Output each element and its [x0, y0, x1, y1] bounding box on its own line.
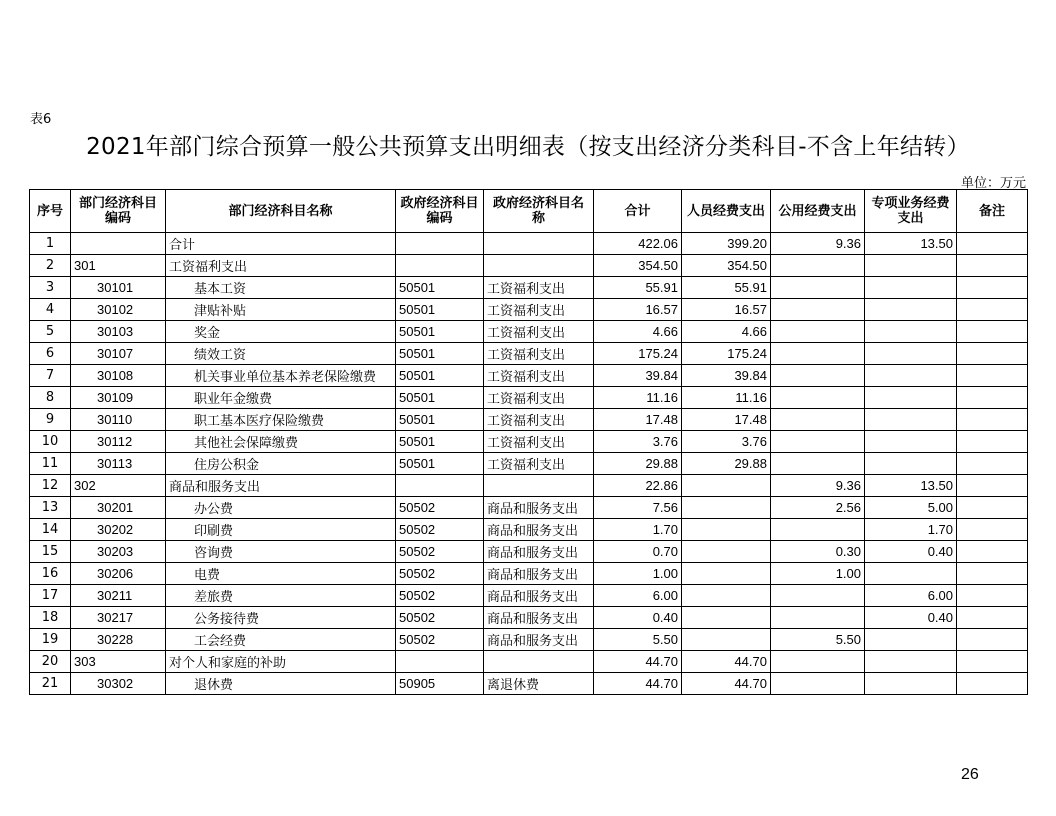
header-row — [30, 190, 1028, 233]
cell-public — [771, 321, 865, 343]
cell-gov-code: 50502 — [396, 563, 484, 585]
cell-special — [865, 343, 957, 365]
cell-public — [771, 585, 865, 607]
table-row — [30, 255, 1028, 277]
cell-seq: 9 — [30, 409, 71, 431]
cell-special — [865, 431, 957, 453]
cell-gov-code: 50501 — [396, 365, 484, 387]
cell-total: 0.40 — [594, 607, 682, 629]
cell-dept-code: 30211 — [71, 585, 166, 607]
cell-gov-code: 50502 — [396, 519, 484, 541]
cell-dept-code: 30203 — [71, 541, 166, 563]
cell-public — [771, 431, 865, 453]
cell-dept-code: 30302 — [71, 673, 166, 695]
cell-gov-code: 50501 — [396, 409, 484, 431]
cell-gov-name: 商品和服务支出 — [484, 497, 594, 519]
cell-dept-code: 30202 — [71, 519, 166, 541]
cell-public — [771, 453, 865, 475]
cell-personnel — [682, 475, 771, 497]
table-row — [30, 321, 1028, 343]
cell-public: 9.36 — [771, 475, 865, 497]
cell-special — [865, 629, 957, 651]
cell-special: 13.50 — [865, 233, 957, 255]
cell-dept-code: 30113 — [71, 453, 166, 475]
cell-seq: 1 — [30, 233, 71, 255]
cell-note — [957, 321, 1028, 343]
cell-dept-name: 差旅费 — [166, 585, 396, 607]
cell-special: 1.70 — [865, 519, 957, 541]
cell-gov-code: 50502 — [396, 541, 484, 563]
table-row — [30, 453, 1028, 475]
header-dept-code: 部门经济科目编码 — [71, 190, 166, 233]
cell-personnel — [682, 629, 771, 651]
cell-personnel: 44.70 — [682, 651, 771, 673]
cell-public — [771, 519, 865, 541]
table-row — [30, 541, 1028, 563]
cell-seq: 20 — [30, 651, 71, 673]
cell-dept-code — [71, 233, 166, 255]
cell-special — [865, 651, 957, 673]
table-row — [30, 607, 1028, 629]
cell-gov-code: 50501 — [396, 321, 484, 343]
cell-gov-code — [396, 233, 484, 255]
cell-public — [771, 365, 865, 387]
cell-gov-name: 工资福利支出 — [484, 299, 594, 321]
cell-total: 22.86 — [594, 475, 682, 497]
cell-dept-name: 机关事业单位基本养老保险缴费 — [166, 365, 396, 387]
cell-special: 13.50 — [865, 475, 957, 497]
cell-dept-name: 公务接待费 — [166, 607, 396, 629]
table-row — [30, 431, 1028, 453]
cell-gov-code — [396, 475, 484, 497]
table-row — [30, 387, 1028, 409]
cell-note — [957, 453, 1028, 475]
cell-dept-name: 办公费 — [166, 497, 396, 519]
cell-special — [865, 387, 957, 409]
cell-public: 0.30 — [771, 541, 865, 563]
cell-personnel — [682, 585, 771, 607]
header-public: 公用经费支出 — [771, 190, 865, 233]
cell-total: 11.16 — [594, 387, 682, 409]
cell-note — [957, 585, 1028, 607]
cell-dept-name: 咨询费 — [166, 541, 396, 563]
cell-gov-code: 50502 — [396, 585, 484, 607]
cell-dept-code: 30101 — [71, 277, 166, 299]
cell-dept-code: 30228 — [71, 629, 166, 651]
cell-dept-code: 30109 — [71, 387, 166, 409]
cell-seq: 2 — [30, 255, 71, 277]
cell-total: 17.48 — [594, 409, 682, 431]
cell-gov-code: 50905 — [396, 673, 484, 695]
cell-personnel: 4.66 — [682, 321, 771, 343]
cell-public — [771, 343, 865, 365]
cell-note — [957, 519, 1028, 541]
cell-public: 5.50 — [771, 629, 865, 651]
cell-note — [957, 409, 1028, 431]
cell-note — [957, 365, 1028, 387]
cell-public: 1.00 — [771, 563, 865, 585]
cell-total: 44.70 — [594, 673, 682, 695]
table-row — [30, 475, 1028, 497]
cell-total: 39.84 — [594, 365, 682, 387]
cell-special — [865, 299, 957, 321]
cell-special — [865, 277, 957, 299]
cell-dept-code: 30206 — [71, 563, 166, 585]
cell-seq: 12 — [30, 475, 71, 497]
cell-public — [771, 255, 865, 277]
header-personnel: 人员经费支出 — [682, 190, 771, 233]
cell-special — [865, 563, 957, 585]
cell-gov-code: 50501 — [396, 299, 484, 321]
cell-dept-name: 住房公积金 — [166, 453, 396, 475]
cell-note — [957, 497, 1028, 519]
table-row — [30, 519, 1028, 541]
cell-gov-name: 工资福利支出 — [484, 453, 594, 475]
cell-gov-name — [484, 255, 594, 277]
unit-label: 单位：万元 — [960, 176, 1026, 191]
cell-note — [957, 607, 1028, 629]
cell-seq: 10 — [30, 431, 71, 453]
cell-dept-name: 津贴补贴 — [166, 299, 396, 321]
page-number: 26 — [961, 766, 979, 783]
cell-dept-code: 30108 — [71, 365, 166, 387]
cell-special — [865, 365, 957, 387]
cell-gov-code: 50502 — [396, 629, 484, 651]
table-row — [30, 299, 1028, 321]
cell-note — [957, 277, 1028, 299]
cell-special: 0.40 — [865, 541, 957, 563]
cell-note — [957, 299, 1028, 321]
table-row — [30, 673, 1028, 695]
cell-personnel — [682, 541, 771, 563]
cell-note — [957, 475, 1028, 497]
cell-gov-name — [484, 475, 594, 497]
cell-gov-name: 商品和服务支出 — [484, 607, 594, 629]
cell-personnel: 55.91 — [682, 277, 771, 299]
cell-personnel: 17.48 — [682, 409, 771, 431]
cell-dept-name: 其他社会保障缴费 — [166, 431, 396, 453]
cell-total: 7.56 — [594, 497, 682, 519]
cell-note — [957, 563, 1028, 585]
cell-note — [957, 673, 1028, 695]
cell-dept-code: 30102 — [71, 299, 166, 321]
cell-seq: 8 — [30, 387, 71, 409]
cell-total: 3.76 — [594, 431, 682, 453]
cell-note — [957, 387, 1028, 409]
cell-special — [865, 321, 957, 343]
cell-personnel — [682, 563, 771, 585]
cell-seq: 4 — [30, 299, 71, 321]
cell-public — [771, 409, 865, 431]
cell-dept-code: 30112 — [71, 431, 166, 453]
cell-total: 0.70 — [594, 541, 682, 563]
cell-note — [957, 233, 1028, 255]
cell-total: 1.00 — [594, 563, 682, 585]
cell-public — [771, 277, 865, 299]
table-row — [30, 563, 1028, 585]
cell-note — [957, 255, 1028, 277]
cell-public: 2.56 — [771, 497, 865, 519]
cell-personnel: 175.24 — [682, 343, 771, 365]
cell-gov-name: 工资福利支出 — [484, 321, 594, 343]
cell-dept-code: 30103 — [71, 321, 166, 343]
cell-seq: 15 — [30, 541, 71, 563]
table-row — [30, 277, 1028, 299]
table-row — [30, 409, 1028, 431]
cell-personnel — [682, 519, 771, 541]
cell-gov-name: 工资福利支出 — [484, 387, 594, 409]
budget-table — [29, 189, 1028, 695]
header-note: 备注 — [957, 190, 1028, 233]
cell-seq: 5 — [30, 321, 71, 343]
cell-dept-name: 商品和服务支出 — [166, 475, 396, 497]
cell-dept-name: 基本工资 — [166, 277, 396, 299]
cell-dept-name: 工资福利支出 — [166, 255, 396, 277]
cell-public: 9.36 — [771, 233, 865, 255]
cell-gov-name: 工资福利支出 — [484, 431, 594, 453]
cell-personnel: 39.84 — [682, 365, 771, 387]
cell-seq: 21 — [30, 673, 71, 695]
cell-personnel: 44.70 — [682, 673, 771, 695]
header-gov-name: 政府经济科目名称 — [484, 190, 594, 233]
cell-gov-name: 工资福利支出 — [484, 409, 594, 431]
cell-public — [771, 673, 865, 695]
table-row — [30, 233, 1028, 255]
cell-dept-name: 职业年金缴费 — [166, 387, 396, 409]
cell-dept-name: 合计 — [166, 233, 396, 255]
header-dept-name: 部门经济科目名称 — [166, 190, 396, 233]
cell-personnel: 354.50 — [682, 255, 771, 277]
cell-public — [771, 387, 865, 409]
cell-total: 44.70 — [594, 651, 682, 673]
cell-total: 29.88 — [594, 453, 682, 475]
cell-dept-code: 30110 — [71, 409, 166, 431]
cell-personnel — [682, 607, 771, 629]
cell-gov-name — [484, 233, 594, 255]
cell-total: 16.57 — [594, 299, 682, 321]
cell-dept-code: 303 — [71, 651, 166, 673]
header-seq: 序号 — [30, 190, 71, 233]
cell-dept-name: 对个人和家庭的补助 — [166, 651, 396, 673]
cell-personnel: 11.16 — [682, 387, 771, 409]
cell-gov-name: 工资福利支出 — [484, 277, 594, 299]
cell-gov-name — [484, 651, 594, 673]
cell-public — [771, 607, 865, 629]
cell-seq: 3 — [30, 277, 71, 299]
cell-special — [865, 673, 957, 695]
cell-gov-code: 50501 — [396, 431, 484, 453]
cell-note — [957, 629, 1028, 651]
cell-note — [957, 651, 1028, 673]
cell-gov-name: 商品和服务支出 — [484, 541, 594, 563]
cell-personnel: 3.76 — [682, 431, 771, 453]
cell-gov-name: 工资福利支出 — [484, 365, 594, 387]
cell-gov-code — [396, 255, 484, 277]
cell-gov-code: 50502 — [396, 497, 484, 519]
table-row — [30, 585, 1028, 607]
cell-total: 175.24 — [594, 343, 682, 365]
cell-special — [865, 255, 957, 277]
cell-special — [865, 453, 957, 475]
cell-gov-code: 50501 — [396, 387, 484, 409]
cell-dept-code: 302 — [71, 475, 166, 497]
header-total: 合计 — [594, 190, 682, 233]
cell-special — [865, 409, 957, 431]
cell-gov-code — [396, 651, 484, 673]
cell-gov-name: 商品和服务支出 — [484, 585, 594, 607]
cell-dept-name: 印刷费 — [166, 519, 396, 541]
cell-seq: 6 — [30, 343, 71, 365]
cell-seq: 18 — [30, 607, 71, 629]
cell-seq: 16 — [30, 563, 71, 585]
cell-seq: 17 — [30, 585, 71, 607]
cell-note — [957, 431, 1028, 453]
cell-gov-name: 商品和服务支出 — [484, 563, 594, 585]
cell-gov-name: 工资福利支出 — [484, 343, 594, 365]
cell-dept-name: 职工基本医疗保险缴费 — [166, 409, 396, 431]
cell-dept-code: 30201 — [71, 497, 166, 519]
cell-personnel — [682, 497, 771, 519]
header-special: 专项业务经费支出 — [865, 190, 957, 233]
table-row — [30, 343, 1028, 365]
cell-dept-code: 30107 — [71, 343, 166, 365]
table-row — [30, 365, 1028, 387]
cell-gov-code: 50501 — [396, 277, 484, 299]
cell-note — [957, 343, 1028, 365]
cell-total: 5.50 — [594, 629, 682, 651]
cell-dept-code: 30217 — [71, 607, 166, 629]
cell-special: 6.00 — [865, 585, 957, 607]
cell-seq: 13 — [30, 497, 71, 519]
table-row — [30, 497, 1028, 519]
cell-note — [957, 541, 1028, 563]
cell-seq: 14 — [30, 519, 71, 541]
cell-public — [771, 299, 865, 321]
cell-gov-code: 50501 — [396, 453, 484, 475]
cell-special: 5.00 — [865, 497, 957, 519]
cell-total: 4.66 — [594, 321, 682, 343]
page-title: 2021年部门综合预算一般公共预算支出明细表（按支出经济分类科目-不含上年结转） — [86, 134, 970, 160]
cell-dept-name: 工会经费 — [166, 629, 396, 651]
cell-personnel: 16.57 — [682, 299, 771, 321]
cell-personnel: 29.88 — [682, 453, 771, 475]
cell-total: 422.06 — [594, 233, 682, 255]
table-body — [30, 233, 1028, 695]
table-row — [30, 629, 1028, 651]
cell-seq: 19 — [30, 629, 71, 651]
cell-seq: 7 — [30, 365, 71, 387]
cell-total: 6.00 — [594, 585, 682, 607]
cell-dept-code: 301 — [71, 255, 166, 277]
cell-gov-name: 离退休费 — [484, 673, 594, 695]
table-row — [30, 651, 1028, 673]
cell-total: 1.70 — [594, 519, 682, 541]
cell-special: 0.40 — [865, 607, 957, 629]
cell-gov-name: 商品和服务支出 — [484, 519, 594, 541]
cell-dept-name: 电费 — [166, 563, 396, 585]
cell-dept-name: 绩效工资 — [166, 343, 396, 365]
cell-dept-name: 奖金 — [166, 321, 396, 343]
cell-personnel: 399.20 — [682, 233, 771, 255]
cell-total: 354.50 — [594, 255, 682, 277]
cell-dept-name: 退休费 — [166, 673, 396, 695]
cell-seq: 11 — [30, 453, 71, 475]
cell-total: 55.91 — [594, 277, 682, 299]
cell-gov-code: 50501 — [396, 343, 484, 365]
table-number: 表6 — [30, 112, 52, 127]
header-gov-code: 政府经济科目编码 — [396, 190, 484, 233]
cell-gov-name: 商品和服务支出 — [484, 629, 594, 651]
cell-public — [771, 651, 865, 673]
cell-gov-code: 50502 — [396, 607, 484, 629]
